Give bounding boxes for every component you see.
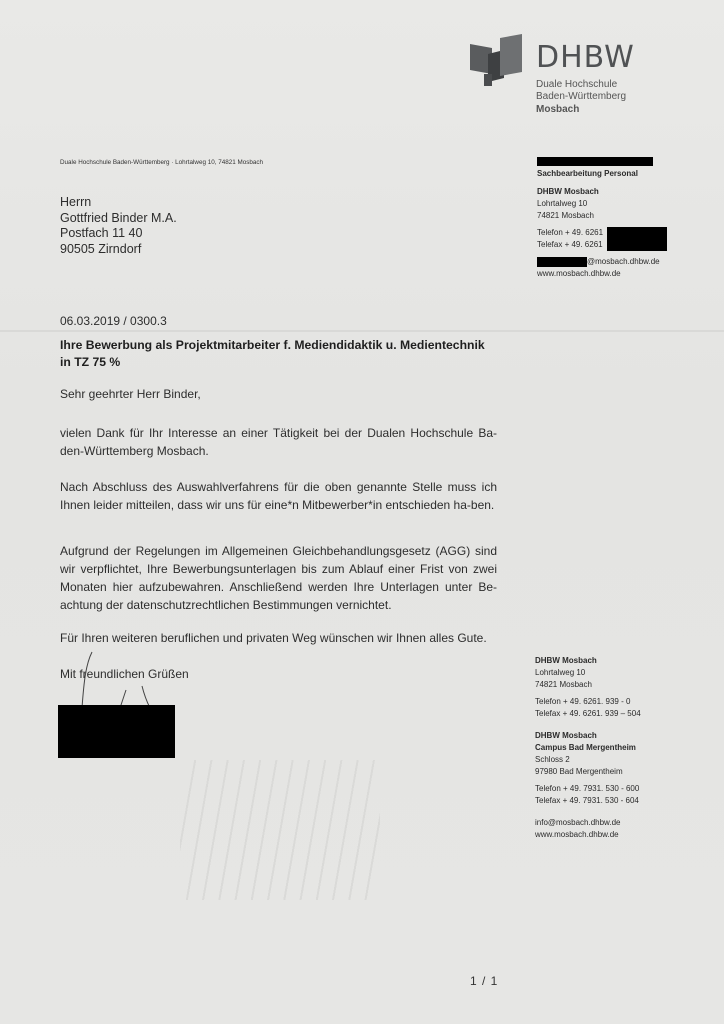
footer-street: Lohrtalweg 10 xyxy=(535,668,586,677)
contact-email: @mosbach.dhbw.de xyxy=(587,257,660,267)
redaction-bar xyxy=(537,157,653,166)
logo-wordmark: DHBW xyxy=(536,40,635,75)
footer-city: 97980 Bad Mergentheim xyxy=(535,767,623,776)
date-reference: 06.03.2019 / 0300.3 xyxy=(60,314,167,328)
recipient-line: Postfach 11 40 xyxy=(60,226,143,240)
footer-phone: Telefon + 49. 7931. 530 - 600 xyxy=(535,784,640,793)
recipient-line: 90505 Zirndorf xyxy=(60,241,142,256)
contact-org: DHBW Mosbach xyxy=(537,187,599,196)
logo-subtitle xyxy=(536,79,626,103)
recipient-line: Herrn xyxy=(60,195,92,209)
logo-location: Mosbach xyxy=(536,104,580,115)
body-paragraph: vielen Dank für Ihr Interesse an einer Tätigkeit bei der Dualen Hochschule Ba-den-Württemberg Mosbach. xyxy=(60,426,497,458)
footer-campus: Campus Bad Mergentheim xyxy=(535,743,636,752)
logo-line1: Duale Hochschule xyxy=(536,79,618,90)
logo-line2: Baden-Württemberg xyxy=(536,91,627,102)
contact-web: www.mosbach.dhbw.de xyxy=(537,269,621,279)
footer-fax: Telefax + 49. 7931. 530 - 604 xyxy=(535,796,639,805)
paper-smudge xyxy=(180,760,380,900)
page-number: 1 / 1 xyxy=(470,974,499,988)
subject-line: in TZ 75 % xyxy=(60,355,121,369)
recipient-address xyxy=(60,195,177,257)
footer-city: 74821 Mosbach xyxy=(535,680,592,689)
footer-address-block xyxy=(535,655,641,841)
salutation: Sehr geehrter Herr Binder, xyxy=(60,387,201,401)
signature-redaction xyxy=(58,705,175,758)
contact-block xyxy=(537,156,667,280)
dhbw-logo xyxy=(470,34,640,124)
fold-line xyxy=(0,330,724,332)
footer-org: DHBW Mosbach xyxy=(535,731,597,740)
footer-email: info@mosbach.dhbw.de xyxy=(535,818,621,827)
dhbw-logo-mark-icon xyxy=(470,34,530,90)
subject-line: Ihre Bewerbung als Projektmitarbeiter f. Mediendidaktik u. Medientechnik xyxy=(60,338,485,352)
closing: Mit freundlichen Grüßen xyxy=(60,667,189,681)
contact-city: 74821 Mosbach xyxy=(537,211,594,220)
footer-phone: Telefon + 49. 6261. 939 - 0 xyxy=(535,697,631,706)
recipient-line: Gottfried Binder M.A. xyxy=(60,210,177,225)
contact-department: Sachbearbeitung Personal xyxy=(537,169,638,178)
body-paragraph: Aufgrund der Regelungen im Allgemeinen Gleichbehandlungsgesetz (AGG) sind wir verpflichtet, Ihre Bewerbungsunterlagen bis zum Ablauf einer Frist von zwei Monaten hier aufzubewahren. Anschließend werden Ihre Unterlagen unter Be-achtung der datenschutzrechtlichen Bestimmungen vernichtet. xyxy=(60,544,497,612)
sender-address-line: Duale Hochschule Baden-Württemberg · Lohrtalweg 10, 74821 Mosbach xyxy=(60,159,264,166)
subject-heading xyxy=(60,337,500,371)
contact-street: Lohrtalweg 10 xyxy=(537,199,588,208)
footer-fax: Telefax + 49. 6261. 939 – 504 xyxy=(535,709,641,718)
footer-web: www.mosbach.dhbw.de xyxy=(535,830,619,839)
redaction-bar xyxy=(607,239,667,251)
contact-phone: Telefon + 49. 6261 xyxy=(537,228,604,238)
redaction-bar xyxy=(607,227,667,239)
footer-street: Schloss 2 xyxy=(535,755,570,764)
footer-org: DHBW Mosbach xyxy=(535,656,597,665)
contact-fax: Telefax + 49. 6261 xyxy=(537,240,603,250)
body-paragraph: Nach Abschluss des Auswahlverfahrens für die oben genannte Stelle muss ich Ihnen leider mitteilen, dass wir uns für eine*n Mitbewerber*in entschieden ha-ben. xyxy=(60,480,497,512)
signature-stroke-icon xyxy=(80,650,170,710)
redaction-bar xyxy=(537,257,587,267)
body-paragraph: Für Ihren weiteren beruflichen und privaten Weg wünschen wir Ihnen alles Gute. xyxy=(60,631,487,645)
